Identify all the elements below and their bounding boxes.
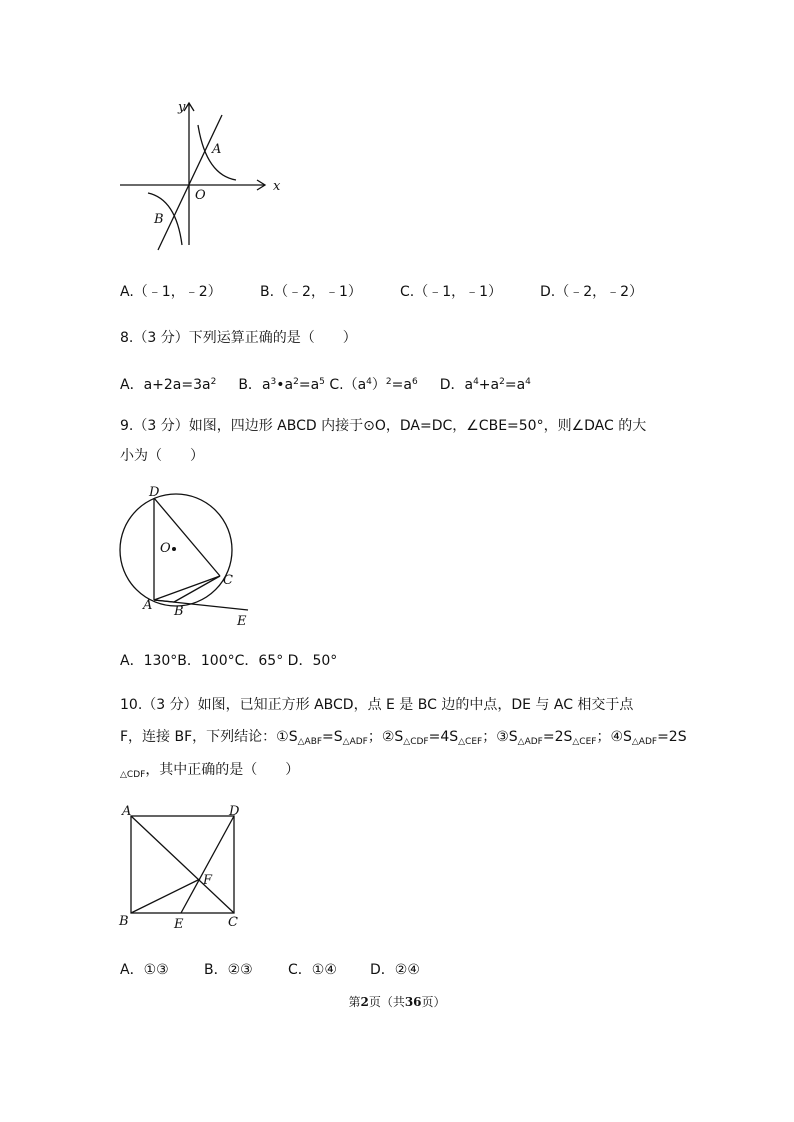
q8-option-c: $C.(a^4)^2=a^6$ bbox=[329, 377, 418, 393]
segment-dc bbox=[154, 498, 220, 576]
y-axis-label: y bbox=[178, 100, 186, 115]
q8-option-b: B．$a^3•a^2=a^5$ bbox=[238, 377, 325, 393]
label-f: F bbox=[203, 873, 213, 888]
label-d: D bbox=[229, 804, 240, 819]
origin-label: O bbox=[195, 188, 206, 203]
q10-figure bbox=[115, 800, 255, 940]
point-b-label: B bbox=[154, 212, 164, 227]
q8-option-a: A．$a+2a=3a^2$ bbox=[120, 377, 217, 393]
q10-option-c: C．①④ bbox=[288, 962, 337, 978]
segment-bc bbox=[174, 576, 220, 602]
q7-option-b: B.（﹣2，﹣1） bbox=[260, 284, 362, 300]
line-ab bbox=[158, 115, 222, 250]
page-footer: 第2页（共36页） bbox=[348, 995, 446, 1009]
label-a: A bbox=[122, 804, 132, 819]
q9-stem-line1: 9.（3 分）如图，四边形 ABCD 内接于⊙O，DA=DC，∠CBE=50°，则∠DAC 的大 bbox=[120, 418, 647, 434]
label-e: E bbox=[174, 917, 184, 932]
x-axis-label: x bbox=[273, 179, 281, 194]
label-c: C bbox=[223, 573, 233, 588]
q8-option-d: D．$a^4+a^2=a^4$ bbox=[439, 377, 531, 393]
q8-stem: 8.（3 分）下列运算正确的是（ ） bbox=[120, 330, 357, 346]
label-e: E bbox=[237, 614, 247, 629]
page-number: 2 bbox=[360, 995, 369, 1009]
q9-stem-line2: 小为（ ） bbox=[120, 448, 204, 464]
label-a: A bbox=[143, 598, 153, 613]
center-point bbox=[172, 547, 176, 551]
circle-o bbox=[120, 494, 232, 606]
q10-option-d: D．②④ bbox=[370, 962, 420, 978]
q10-stem-line3: $_{\triangle CDF}$，其中正确的是（ ） bbox=[120, 762, 300, 780]
label-o: O bbox=[160, 541, 171, 556]
point-a-label: A bbox=[212, 142, 222, 157]
q9-options: A．130°B．100°C．65° D．50° bbox=[120, 653, 338, 669]
q7-option-c: C.（﹣1，﹣1） bbox=[400, 284, 503, 300]
label-d: D bbox=[149, 485, 160, 500]
q7-option-d: D.（﹣2，﹣2） bbox=[540, 284, 644, 300]
diagonal-ac bbox=[131, 816, 234, 913]
label-c: C bbox=[228, 915, 238, 930]
q7-option-a: A.（﹣1，﹣2） bbox=[120, 284, 222, 300]
q10-option-a: A．①③ bbox=[120, 962, 169, 978]
q7-figure bbox=[110, 95, 295, 255]
page-total: 36 bbox=[404, 995, 422, 1009]
q10-option-b: B．②③ bbox=[204, 962, 253, 978]
q10-stem-line1: 10.（3 分）如图，已知正方形 ABCD，点 E 是 BC 边的中点，DE 与 AC 相交于点 bbox=[120, 697, 634, 713]
q8-options bbox=[120, 372, 531, 395]
q9-figure bbox=[112, 482, 262, 632]
label-b: B bbox=[119, 914, 129, 929]
label-b: B bbox=[174, 604, 184, 619]
q10-stem-line2: F，连接 BF，下列结论：$①S_{\triangle ABF}=S_{\triangle ADF}$；$②S_{\triangle CDF}=4S_{\triangle CEF}$；$③S_{\triangle ADF}=2S_{\triangle CEF}$；$④S_{\triangle ADF}=2S$ bbox=[120, 729, 687, 747]
segment-de bbox=[181, 816, 234, 913]
segment-ac bbox=[154, 576, 220, 600]
